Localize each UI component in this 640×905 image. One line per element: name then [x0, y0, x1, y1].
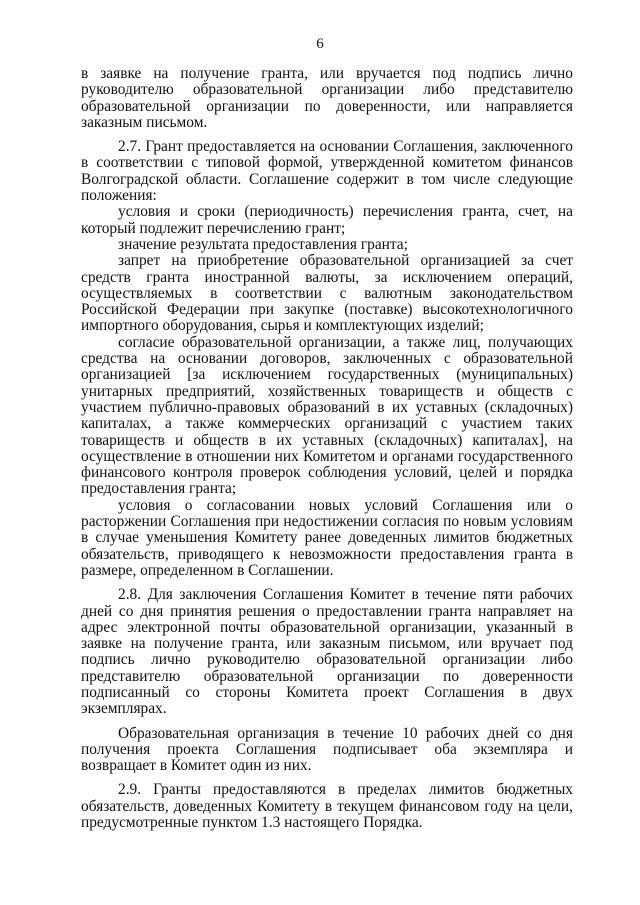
paragraph: условия и сроки (периодичность) перечисления гранта, счет, на который подлежит перечислению грант; [81, 203, 573, 237]
paragraph: значение результата предоставления гранта; [118, 235, 408, 253]
paragraph: запрет на приобретение образовательной организацией за счет средств гранта иностранной валюты, за исключением операций, осуществляемых в соответствии с валютным законодательством Российской Федерации при закупке (поставке) высокотехнологичного импортного оборудования, сырья и комплектующих изделий; [81, 252, 573, 335]
page-number: 6 [316, 36, 324, 52]
paragraph: Образовательная организация в течение 10 рабочих дней со дня получения проекта Соглашения подписывает оба экземпляра и возвращает в Комитет один из них. [81, 724, 573, 775]
paragraph: условия о согласовании новых условий Соглашения или о расторжении Соглашения при недостижении согласия по новым условиям в случае уменьшения Комитету ранее доведенных лимитов бюджетных обязательств, приводящего к невозможности предоставления гранта в размере, определенном в Соглашении. [81, 496, 573, 579]
paragraph: согласие образовательной организации, а также лиц, получающих средства на основании договоров, заключенных с образовательной организацией [за исключением государственных (муниципальных) унитарных предприятий, хозяйственных товариществ и обществ с участием публично-правовых образований в их уставных (складочных) капиталах, а также коммерческих организаций с участием таких товариществ и обществ в их уставных (складочных) капиталах], на осуществление в отношении них Комитетом и органами государственного финансового контроля проверок соблюдения условий, целей и порядка предоставления гранта; [81, 333, 573, 498]
paragraph: в заявке на получение гранта, или вручается под подпись лично руководителю образовательной организации либо представителю образовательной организации по доверенности, или направляется заказным письмом. [81, 65, 573, 131]
document-body [81, 66, 573, 831]
paragraph: 2.9. Гранты предоставляются в пределах лимитов бюджетных обязательств, доведенных Комитету в текущем финансовом году на цели, предусмотренные пунктом 1.3 настоящего Порядка. [81, 781, 573, 832]
paragraph: 2.8. Для заключения Соглашения Комитет в течение пяти рабочих дней со дня принятия решения о предоставлении гранта направляет на адрес электронной почты образовательной организации, указанный в заявке на получение гранта, или заказным письмом, или вручает под подпись лично руководителю образовательной организации либо представителю образовательной организации по доверенности подписанный со стороны Комитета проект Соглашения в двух экземплярах. [81, 586, 573, 718]
paragraph: 2.7. Грант предоставляется на основании Соглашения, заключенного в соответствии с типовой формой, утвержденной комитетом финансов Волгоградской области. Соглашение содержит в том числе следующие положения: [81, 138, 573, 205]
